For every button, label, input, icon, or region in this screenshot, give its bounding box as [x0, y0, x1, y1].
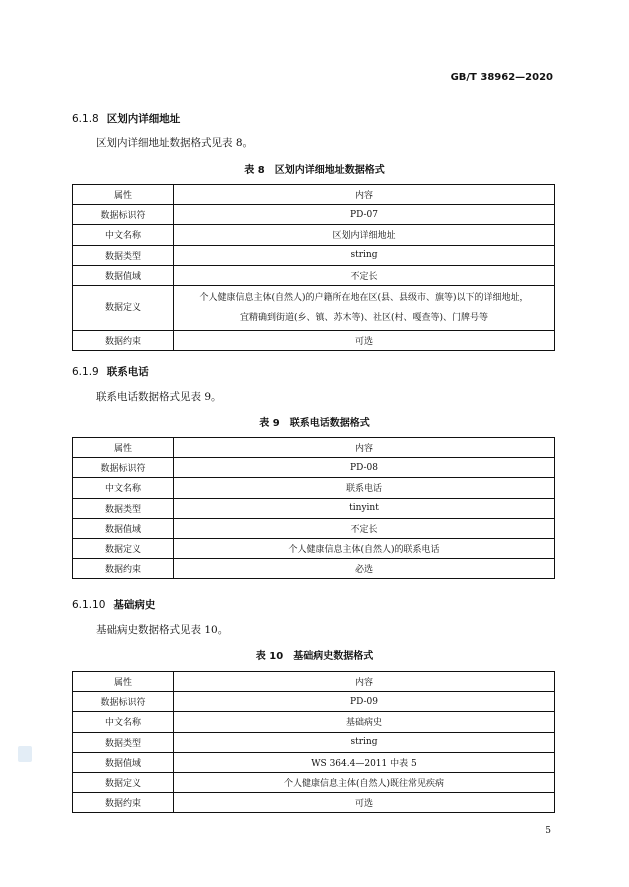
table-row: [73, 245, 555, 265]
attribute-cell: 数据定义: [73, 772, 174, 792]
attribute-cell: 中文名称: [73, 712, 174, 732]
table-header-row: [73, 185, 555, 205]
table-row: [73, 538, 555, 558]
section-heading-6-1-10: [72, 597, 155, 612]
data-format-table-9: [72, 437, 555, 579]
page-number: 5: [545, 826, 551, 836]
table-row: [73, 752, 555, 772]
table-row: [73, 793, 555, 813]
attribute-cell: 数据类型: [73, 245, 174, 265]
table-title: 基础病史数据格式: [293, 651, 374, 662]
value-cell: PD-08: [174, 458, 555, 478]
attribute-cell: 数据类型: [73, 498, 174, 518]
value-cell: PD-07: [174, 205, 555, 225]
header-cell: 内容: [174, 672, 555, 692]
value-cell: 必选: [174, 559, 555, 579]
header-cell: 属性: [73, 438, 174, 458]
value-cell: 不定长: [174, 265, 555, 285]
attribute-cell: 中文名称: [73, 225, 174, 245]
section-intro: 联系电话数据格式见表 9。: [96, 391, 222, 403]
section-heading-6-1-8: [72, 111, 180, 126]
scan-margin-mark: [18, 746, 32, 762]
table-caption-9: [0, 414, 629, 429]
table-row: [73, 732, 555, 752]
table-row: [73, 330, 555, 350]
value-line: 宜精确到街道(乡、镇、苏木等)、社区(村、嘎查等)、门牌号等: [239, 312, 489, 323]
value-cell: PD-09: [174, 692, 555, 712]
table-caption-10: [0, 647, 629, 662]
value-cell: [174, 285, 555, 330]
attribute-cell: 数据值域: [73, 518, 174, 538]
table-number: 表 10: [255, 651, 284, 662]
attribute-cell: 数据标识符: [73, 692, 174, 712]
table-row: [73, 265, 555, 285]
section-title: 基础病史: [113, 599, 156, 611]
value-line: 个人健康信息主体(自然人)的户籍所在地在区(县、县级市、旗等)以下的详细地址，: [199, 292, 529, 303]
table-number: 表 9: [259, 418, 280, 429]
attribute-cell: 数据值域: [73, 265, 174, 285]
attribute-cell: 中文名称: [73, 478, 174, 498]
table-title: 区划内详细地址数据格式: [274, 165, 385, 176]
standard-number: GB/T 38962—2020: [450, 72, 553, 83]
data-format-table-10: [72, 671, 555, 813]
value-cell: 可选: [174, 330, 555, 350]
table-row: [73, 498, 555, 518]
data-format-table-8: [72, 184, 555, 351]
value-cell: 个人健康信息主体(自然人)既往常见疾病: [174, 772, 555, 792]
section-number: 6.1.9: [72, 366, 99, 378]
table-row: [73, 559, 555, 579]
value-cell: WS 364.4—2011 中表 5: [174, 752, 555, 772]
section-intro: 基础病史数据格式见表 10。: [96, 624, 229, 636]
value-cell: 联系电话: [174, 478, 555, 498]
table-row: [73, 692, 555, 712]
value-cell: 可选: [174, 793, 555, 813]
value-cell: 区划内详细地址: [174, 225, 555, 245]
table-header-row: [73, 438, 555, 458]
attribute-cell: 数据值域: [73, 752, 174, 772]
section-number: 6.1.10: [72, 599, 106, 611]
section-number: 6.1.8: [72, 113, 99, 125]
attribute-cell: 数据约束: [73, 559, 174, 579]
value-cell: string: [174, 245, 555, 265]
value-cell: 个人健康信息主体(自然人)的联系电话: [174, 538, 555, 558]
header-cell: 内容: [174, 185, 555, 205]
attribute-cell: 数据标识符: [73, 205, 174, 225]
attribute-cell: 数据约束: [73, 793, 174, 813]
table-row: [73, 225, 555, 245]
table-row: [73, 458, 555, 478]
table-number: 表 8: [244, 165, 265, 176]
value-cell: 基础病史: [174, 712, 555, 732]
header-cell: 属性: [73, 672, 174, 692]
table-header-row: [73, 672, 555, 692]
attribute-cell: 数据定义: [73, 538, 174, 558]
section-title: 区划内详细地址: [106, 113, 181, 125]
value-cell: 不定长: [174, 518, 555, 538]
attribute-cell: 数据类型: [73, 732, 174, 752]
table-row: [73, 285, 555, 330]
table-row: [73, 518, 555, 538]
attribute-cell: 数据约束: [73, 330, 174, 350]
table-row: [73, 478, 555, 498]
table-caption-8: [0, 161, 629, 176]
table-row: [73, 772, 555, 792]
value-cell: string: [174, 732, 555, 752]
header-cell: 内容: [174, 438, 555, 458]
table-row: [73, 712, 555, 732]
attribute-cell: 数据标识符: [73, 458, 174, 478]
table-title: 联系电话数据格式: [289, 418, 370, 429]
value-cell: tinyint: [174, 498, 555, 518]
table-row: [73, 205, 555, 225]
section-heading-6-1-9: [72, 364, 149, 379]
header-cell: 属性: [73, 185, 174, 205]
attribute-cell: 数据定义: [73, 285, 174, 330]
section-title: 联系电话: [106, 366, 149, 378]
section-intro: 区划内详细地址数据格式见表 8。: [96, 137, 254, 149]
